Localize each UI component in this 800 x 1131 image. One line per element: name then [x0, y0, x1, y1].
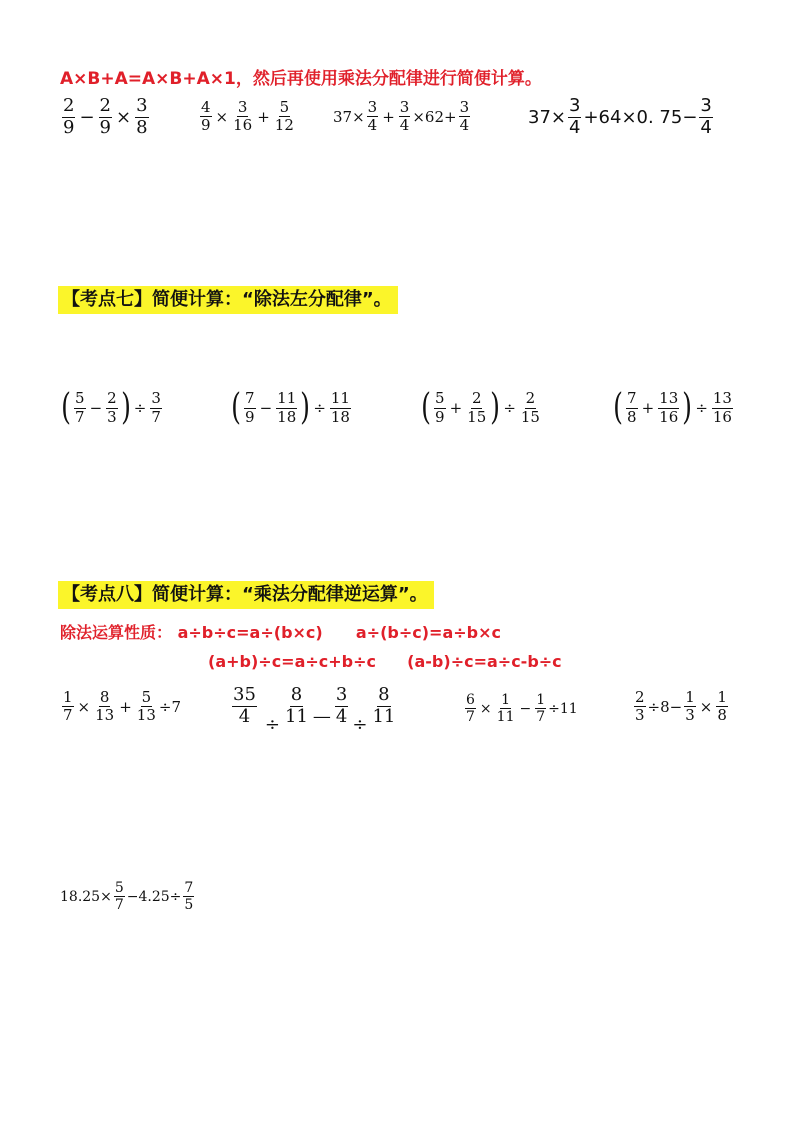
fraction: $\frac{5}{7}$ — [75, 389, 85, 426]
fraction: $\frac{11}{18}$ — [277, 389, 297, 426]
problem-8-2: $\frac{35}{4}$ ÷ $\frac{8}{11}$ — $\frac{3}{4}$ ÷ $\frac{8}{11}$ — [233, 684, 396, 735]
fraction: $\frac{8}{13}$ — [95, 688, 115, 725]
fraction: $\frac{5}{9}$ — [435, 389, 445, 426]
fraction: $\frac{1}{11}$ — [496, 692, 515, 726]
fraction: $\frac{3}{4}$ — [700, 95, 712, 138]
division-properties-line2 — [208, 652, 562, 671]
fraction: $\frac{11}{18}$ — [330, 389, 350, 426]
fraction: $\frac{2}{3}$ — [635, 688, 645, 725]
division-properties — [60, 620, 501, 643]
rule-1: a÷b÷c=a÷(b×c) — [177, 623, 323, 642]
fraction: $\frac{3}{8}$ — [136, 95, 148, 138]
rule-2: a÷(b÷c)=a÷b×c — [355, 623, 501, 642]
fraction: $\frac{5}{12}$ — [274, 98, 294, 135]
problem-6-3: 37× $\frac{3}{4}$ + $\frac{3}{4}$ ×62+ $\frac{3}{4}$ — [333, 98, 470, 135]
problem-7-3: ( $\frac{5}{9}$ + $\frac{2}{15}$ ) ÷ $\frac{2}{15}$ — [421, 387, 540, 428]
section8-heading: 【考点八】简便计算：“乘法分配律逆运算”。 — [58, 581, 434, 609]
fraction: $\frac{1}{3}$ — [685, 688, 695, 725]
problem-8-3: $\frac{6}{7}$ × $\frac{1}{11}$ − $\frac{1}{7}$ ÷11 — [466, 692, 578, 726]
problem-8-1: $\frac{1}{7}$ × $\frac{8}{13}$ + $\frac{5}{13}$ ÷7 — [63, 688, 182, 725]
problem-7-4: ( $\frac{7}{8}$ + $\frac{13}{16}$ ) ÷ $\frac{13}{16}$ — [613, 387, 732, 428]
fraction: $\frac{7}{8}$ — [627, 389, 637, 426]
fraction: $\frac{5}{7}$ — [114, 880, 124, 914]
fraction: $\frac{13}{16}$ — [712, 389, 732, 426]
problem-8-5: 18.25× $\frac{5}{7}$ −4.25÷ $\frac{7}{5}$ — [60, 880, 194, 914]
problem-6-4: 37× $\frac{3}{4}$ +64×0. 75− $\frac{3}{4}$ — [528, 95, 712, 138]
fraction: $\frac{8}{11}$ — [285, 684, 308, 727]
fraction: $\frac{3}{4}$ — [459, 98, 470, 135]
fraction: $\frac{4}{9}$ — [201, 98, 211, 135]
fraction: $\frac{35}{4}$ — [233, 684, 256, 727]
fraction: $\frac{3}{4}$ — [335, 684, 348, 727]
fraction: $\frac{2}{9}$ — [63, 95, 75, 138]
fraction: $\frac{2}{15}$ — [520, 389, 540, 426]
rule-4: (a-b)÷c=a÷c-b÷c — [407, 652, 562, 671]
fraction: $\frac{3}{4}$ — [367, 98, 378, 135]
fraction: $\frac{6}{7}$ — [466, 692, 475, 726]
fraction: $\frac{3}{16}$ — [233, 98, 253, 135]
properties-label: 除法运算性质： — [60, 623, 173, 642]
fraction: $\frac{1}{7}$ — [536, 692, 546, 726]
fraction: $\frac{1}{7}$ — [63, 688, 73, 725]
problem-7-1: ( $\frac{5}{7}$ − $\frac{2}{3}$ ) ÷ $\frac{3}{7}$ — [61, 387, 161, 428]
fraction: $\frac{7}{9}$ — [245, 389, 255, 426]
fraction: $\frac{3}{4}$ — [569, 95, 581, 138]
fraction: $\frac{8}{11}$ — [372, 684, 396, 727]
section6-intro: A×B+A=A×B+A×1，然后再使用乘法分配律进行简便计算。 — [60, 69, 542, 89]
fraction: $\frac{3}{4}$ — [399, 98, 410, 135]
fraction: $\frac{2}{9}$ — [99, 95, 111, 138]
fraction: $\frac{13}{16}$ — [659, 389, 679, 426]
fraction: $\frac{7}{5}$ — [184, 880, 194, 914]
problem-6-2: $\frac{4}{9}$ × $\frac{3}{16}$ + $\frac{5}{12}$ — [201, 98, 294, 135]
problem-7-2: ( $\frac{7}{9}$ − $\frac{11}{18}$ ) ÷ $\frac{11}{18}$ — [231, 387, 350, 428]
fraction: $\frac{2}{15}$ — [467, 389, 487, 426]
fraction: $\frac{3}{7}$ — [151, 389, 161, 426]
problem-8-4: $\frac{2}{3}$ ÷8− $\frac{1}{3}$ × $\frac{1}{8}$ — [635, 688, 727, 725]
rule-3: (a+b)÷c=a÷c+b÷c — [208, 652, 377, 671]
problem-6-1: $\frac{2}{9}$ − $\frac{2}{9}$ × $\frac{3}{8}$ — [63, 95, 148, 138]
fraction: $\frac{2}{3}$ — [107, 389, 117, 426]
fraction: $\frac{1}{8}$ — [717, 688, 727, 725]
section7-heading: 【考点七】简便计算：“除法左分配律”。 — [58, 286, 398, 314]
fraction: $\frac{5}{13}$ — [136, 688, 156, 725]
